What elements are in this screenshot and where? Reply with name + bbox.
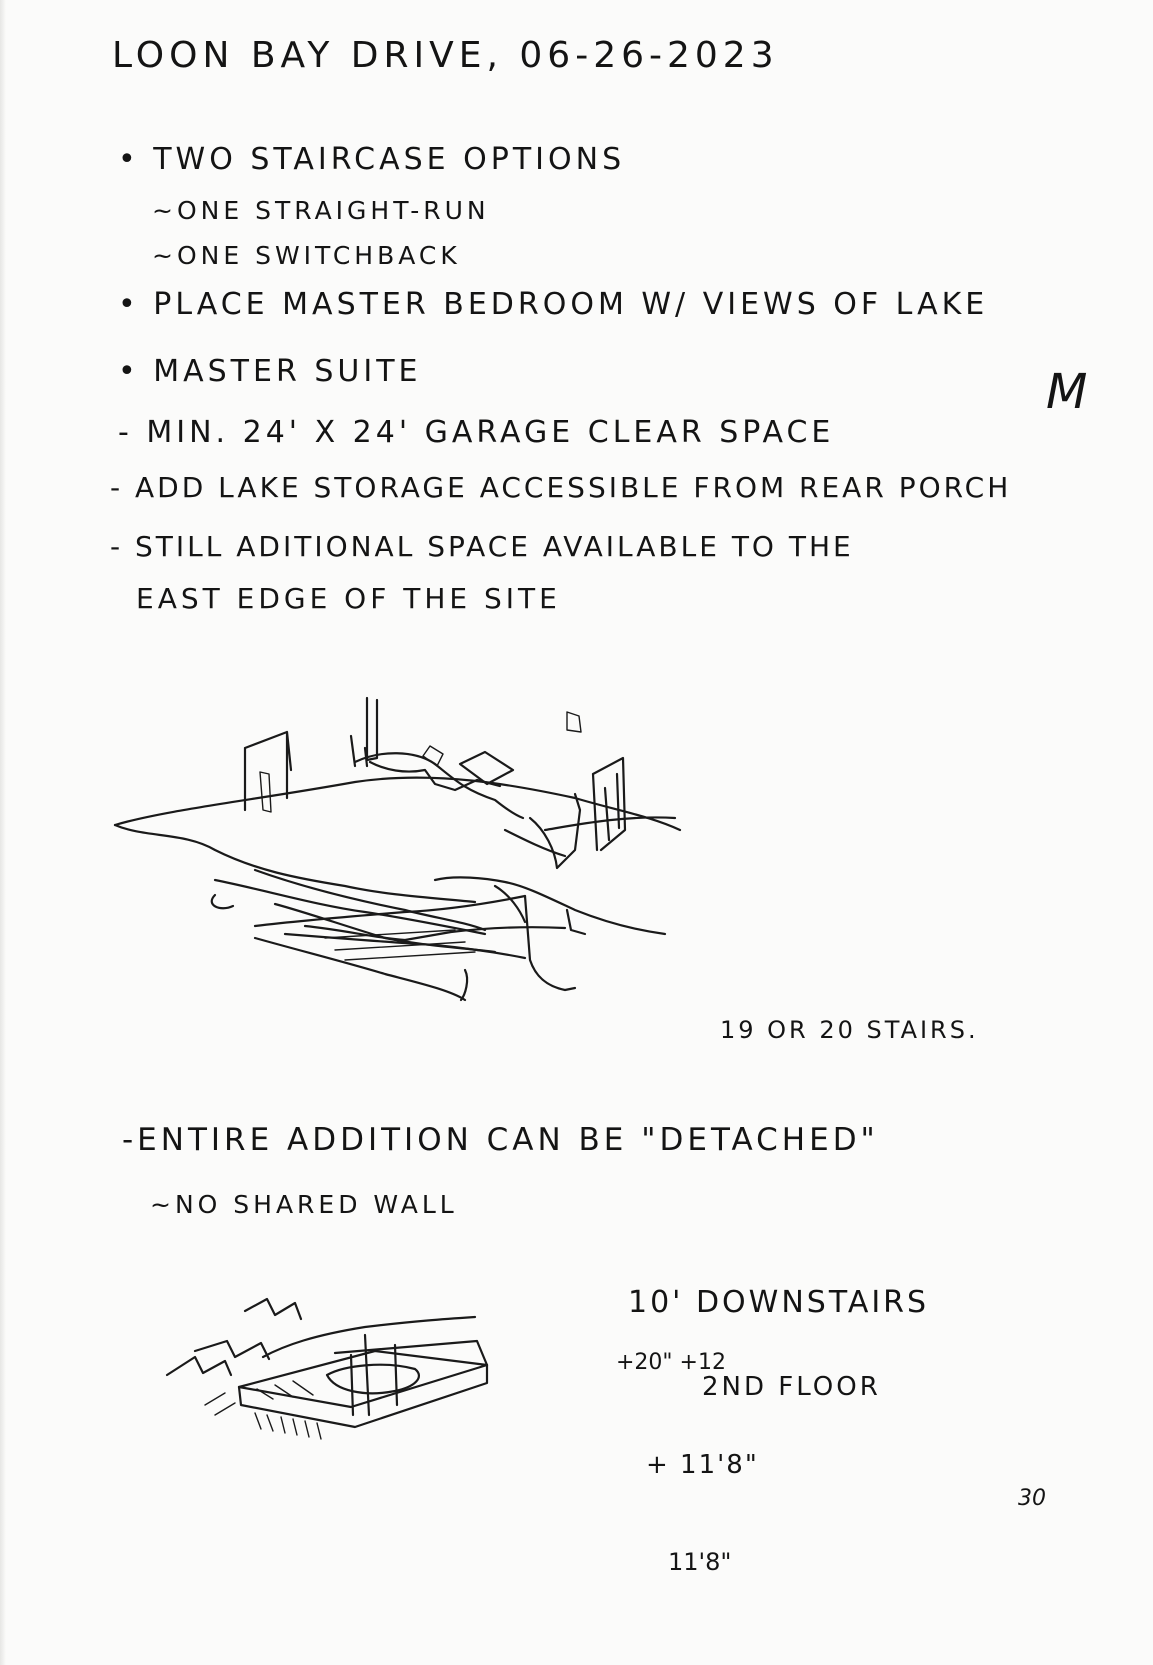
note-straight-run: ~ONE STRAIGHT-RUN: [152, 196, 490, 225]
note-east-edge: EAST EDGE OF THE SITE: [136, 582, 561, 615]
page-title: LOON BAY DRIVE, 06-26-2023: [112, 35, 779, 76]
height-second-floor: 2ND FLOOR: [702, 1372, 881, 1402]
side-scribble: 30: [1018, 1486, 1046, 1511]
note-staircase-options: • TWO STAIRCASE OPTIONS: [118, 142, 626, 177]
note-additional-space: - STILL ADITIONAL SPACE AVAILABLE TO THE: [110, 530, 854, 563]
note-master-suite: • MASTER SUITE: [118, 354, 422, 389]
note-no-shared-wall: ~NO SHARED WALL: [150, 1190, 458, 1219]
paper-edge-shadow: [0, 0, 6, 1665]
site-sketch-drawing: [105, 690, 695, 1070]
note-garage-space: - MIN. 24' X 24' GARAGE CLEAR SPACE: [118, 415, 835, 450]
height-plus-marks: +20" +12: [616, 1350, 726, 1375]
height-downstairs: 10' DOWNSTAIRS: [628, 1285, 930, 1320]
note-switchback: ~ONE SWITCHBACK: [152, 241, 461, 270]
stairs-count-note: 19 OR 20 STAIRS.: [720, 1016, 979, 1044]
height-total: 11'8": [668, 1548, 732, 1576]
addition-sketch-drawing: [165, 1265, 505, 1455]
initial-mark: M: [1046, 364, 1088, 420]
height-plus-11-8: + 11'8": [646, 1450, 759, 1480]
note-master-bedroom: • PLACE MASTER BEDROOM W/ VIEWS OF LAKE: [118, 287, 989, 322]
note-entire-addition: -ENTIRE ADDITION CAN BE "DETACHED": [122, 1122, 879, 1158]
note-lake-storage: - ADD LAKE STORAGE ACCESSIBLE FROM REAR PORCH: [110, 471, 1012, 504]
